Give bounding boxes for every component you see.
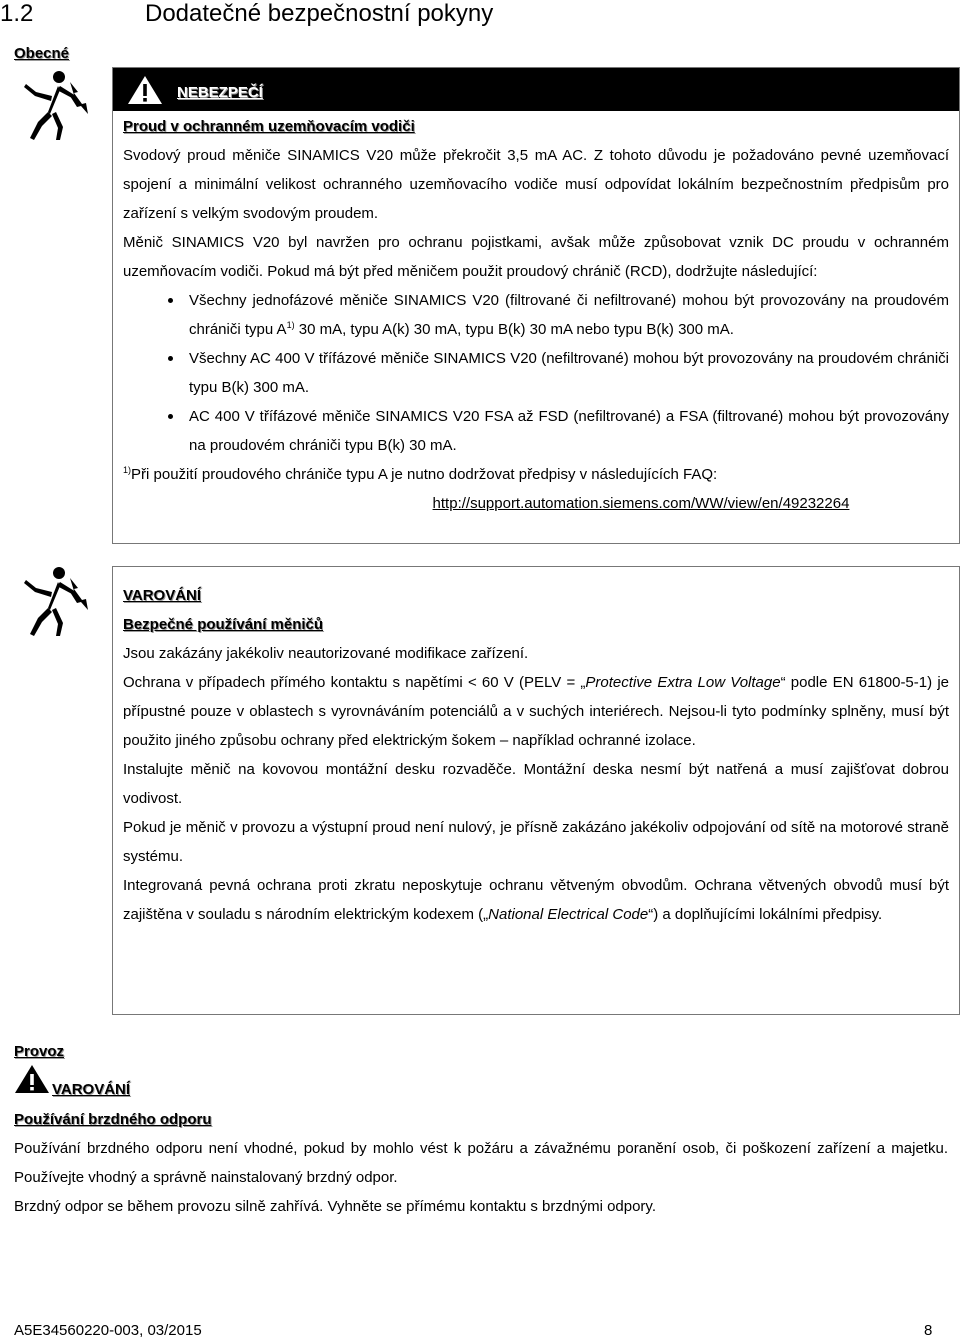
section-title: Dodatečné bezpečnostní pokyny [145, 0, 494, 27]
warning-triangle-icon [127, 75, 163, 110]
section-number: 1.2 [0, 0, 34, 27]
danger-paragraph: Svodový proud měniče SINAMICS V20 může překročit 3,5 mA AC. Z tohoto důvodu je požadováno pevné uzemňovací spojení a minimální velikost ochranného uzemňovacího vodiče musí odpovídat lokálním bezpečnostním předpisům pro zařízení s velkým svodovým proudem. [123, 147, 949, 222]
list-item: Všechny AC 400 V třífázové měniče SINAMICS V20 (nefiltrované) mohou být provozovány na proudovém chrániči typu B(k) 300 mA. [123, 344, 949, 402]
page-title [0, 0, 493, 28]
list-item: AC 400 V třífázové měniče SINAMICS V20 FSA až FSD (nefiltrované) a FSA (filtrované) mohou být provozovány na proudovém chrániči typu B(k) 30 mA. [123, 402, 949, 460]
general-label: Obecné [14, 45, 70, 62]
danger-paragraph: Měnič SINAMICS V20 byl navržen pro ochranu pojistkami, avšak může způsobovat vznik DC proudu v ochranném uzemňovacím vodiči. Pokud má být před měničem použit proudový chránič (RCD), dodržujte následující: [123, 234, 949, 280]
rcd-list [123, 286, 949, 460]
warning-box [112, 566, 960, 1015]
footer-doc-id: A5E34560220-003, 03/2015 [14, 1322, 202, 1339]
electric-shock-icon [12, 566, 94, 643]
footnote-ref: 1) [286, 320, 295, 330]
warning-paragraph [123, 871, 949, 929]
list-item [123, 286, 949, 344]
warning-title: Bezpečné používání měničů [123, 616, 324, 633]
electric-shock-icon [12, 70, 94, 147]
footnote [123, 460, 949, 489]
warning-paragraph: Jsou zakázány jakékoliv neautorizované modifikace zařízení. [123, 645, 529, 662]
text-run-italic: National Electrical Code [488, 906, 649, 923]
text-run: „ [483, 906, 489, 923]
operation-paragraph: Používání brzdného odporu není vhodné, pokud by mohlo vést k požáru a závažnému poranění osob, či poškození zařízení a majetku. Používejte vhodný a správně nainstalovaný brzdný odpor. [14, 1140, 948, 1186]
warning-signal-word: VAROVÁNÍ [123, 587, 202, 604]
footnote-text: Při použití proudového chrániče typu A je nutno dodržovat předpisy v následujících FAQ: [131, 466, 718, 483]
footer-page-number: 8 [924, 1322, 933, 1339]
list-item-text: 30 mA, typu A(k) 30 mA, typu B(k) 30 mA nebo typu B(k) 300 mA. [294, 321, 734, 338]
faq-link[interactable]: http://support.automation.siemens.com/WW/view/en/49232264 [432, 495, 850, 512]
danger-signal-word: NEBEZPEČÍ [177, 84, 263, 101]
operation-title: Používání brzdného odporu [14, 1111, 212, 1128]
warning-triangle-icon [14, 1064, 50, 1099]
text-run: ) a doplňujícími lokálními předpisy. [653, 906, 883, 923]
warning-paragraph: Instalujte měnič na kovovou montážní desku rozvaděče. Montážní deska nesmí být natřená a musí zajišťovat dobrou vodivost. [123, 761, 949, 807]
text-run-italic: Protective Extra Low Voltage [585, 674, 781, 691]
text-run: “ [648, 906, 654, 923]
warning-paragraph [123, 668, 949, 755]
operation-signal-word: VAROVÁNÍ [52, 1081, 131, 1098]
operation-label: Provoz [14, 1043, 65, 1060]
danger-signal-bar [113, 68, 959, 111]
danger-title: Proud v ochranném uzemňovacím vodiči [123, 118, 415, 135]
operation-paragraph: Brzdný odpor se během provozu silně zahřívá. Vyhněte se přímému kontaktu s brzdnými odpory. [14, 1198, 656, 1215]
text-run: Ochrana v případech přímého kontaktu s napětími < 60 V (PELV = „ [123, 674, 586, 691]
text-run: Integrovaná pevná ochrana proti zkratu neposkytuje ochranu větveným obvodům. Ochrana větvených obvodů musí být zajištěna v souladu s národním elektrickým kodexem ( [123, 877, 949, 923]
warning-paragraph: Pokud je měnič v provozu a výstupní proud není nulový, je přísně zakázáno jakékoliv odpojování od sítě na motorové straně systému. [123, 819, 949, 865]
text-run: “ podle EN 61800-5-1) je přípustné pouze v oblastech s vyrovnáváním potenciálů a v suchých interiérech. Nejsou-li tyto podmínky splněny, musí být použito jiného způsobu ochrany před elektrickým šokem – například ochranné izolace. [123, 674, 949, 749]
danger-box [112, 67, 960, 544]
footnote-marker: 1) [123, 465, 132, 475]
list-item-text: Všechny jednofázové měniče SINAMICS V20 (filtrované či nefiltrované) mohou být provozovány na proudovém chrániči typu A [189, 292, 949, 338]
